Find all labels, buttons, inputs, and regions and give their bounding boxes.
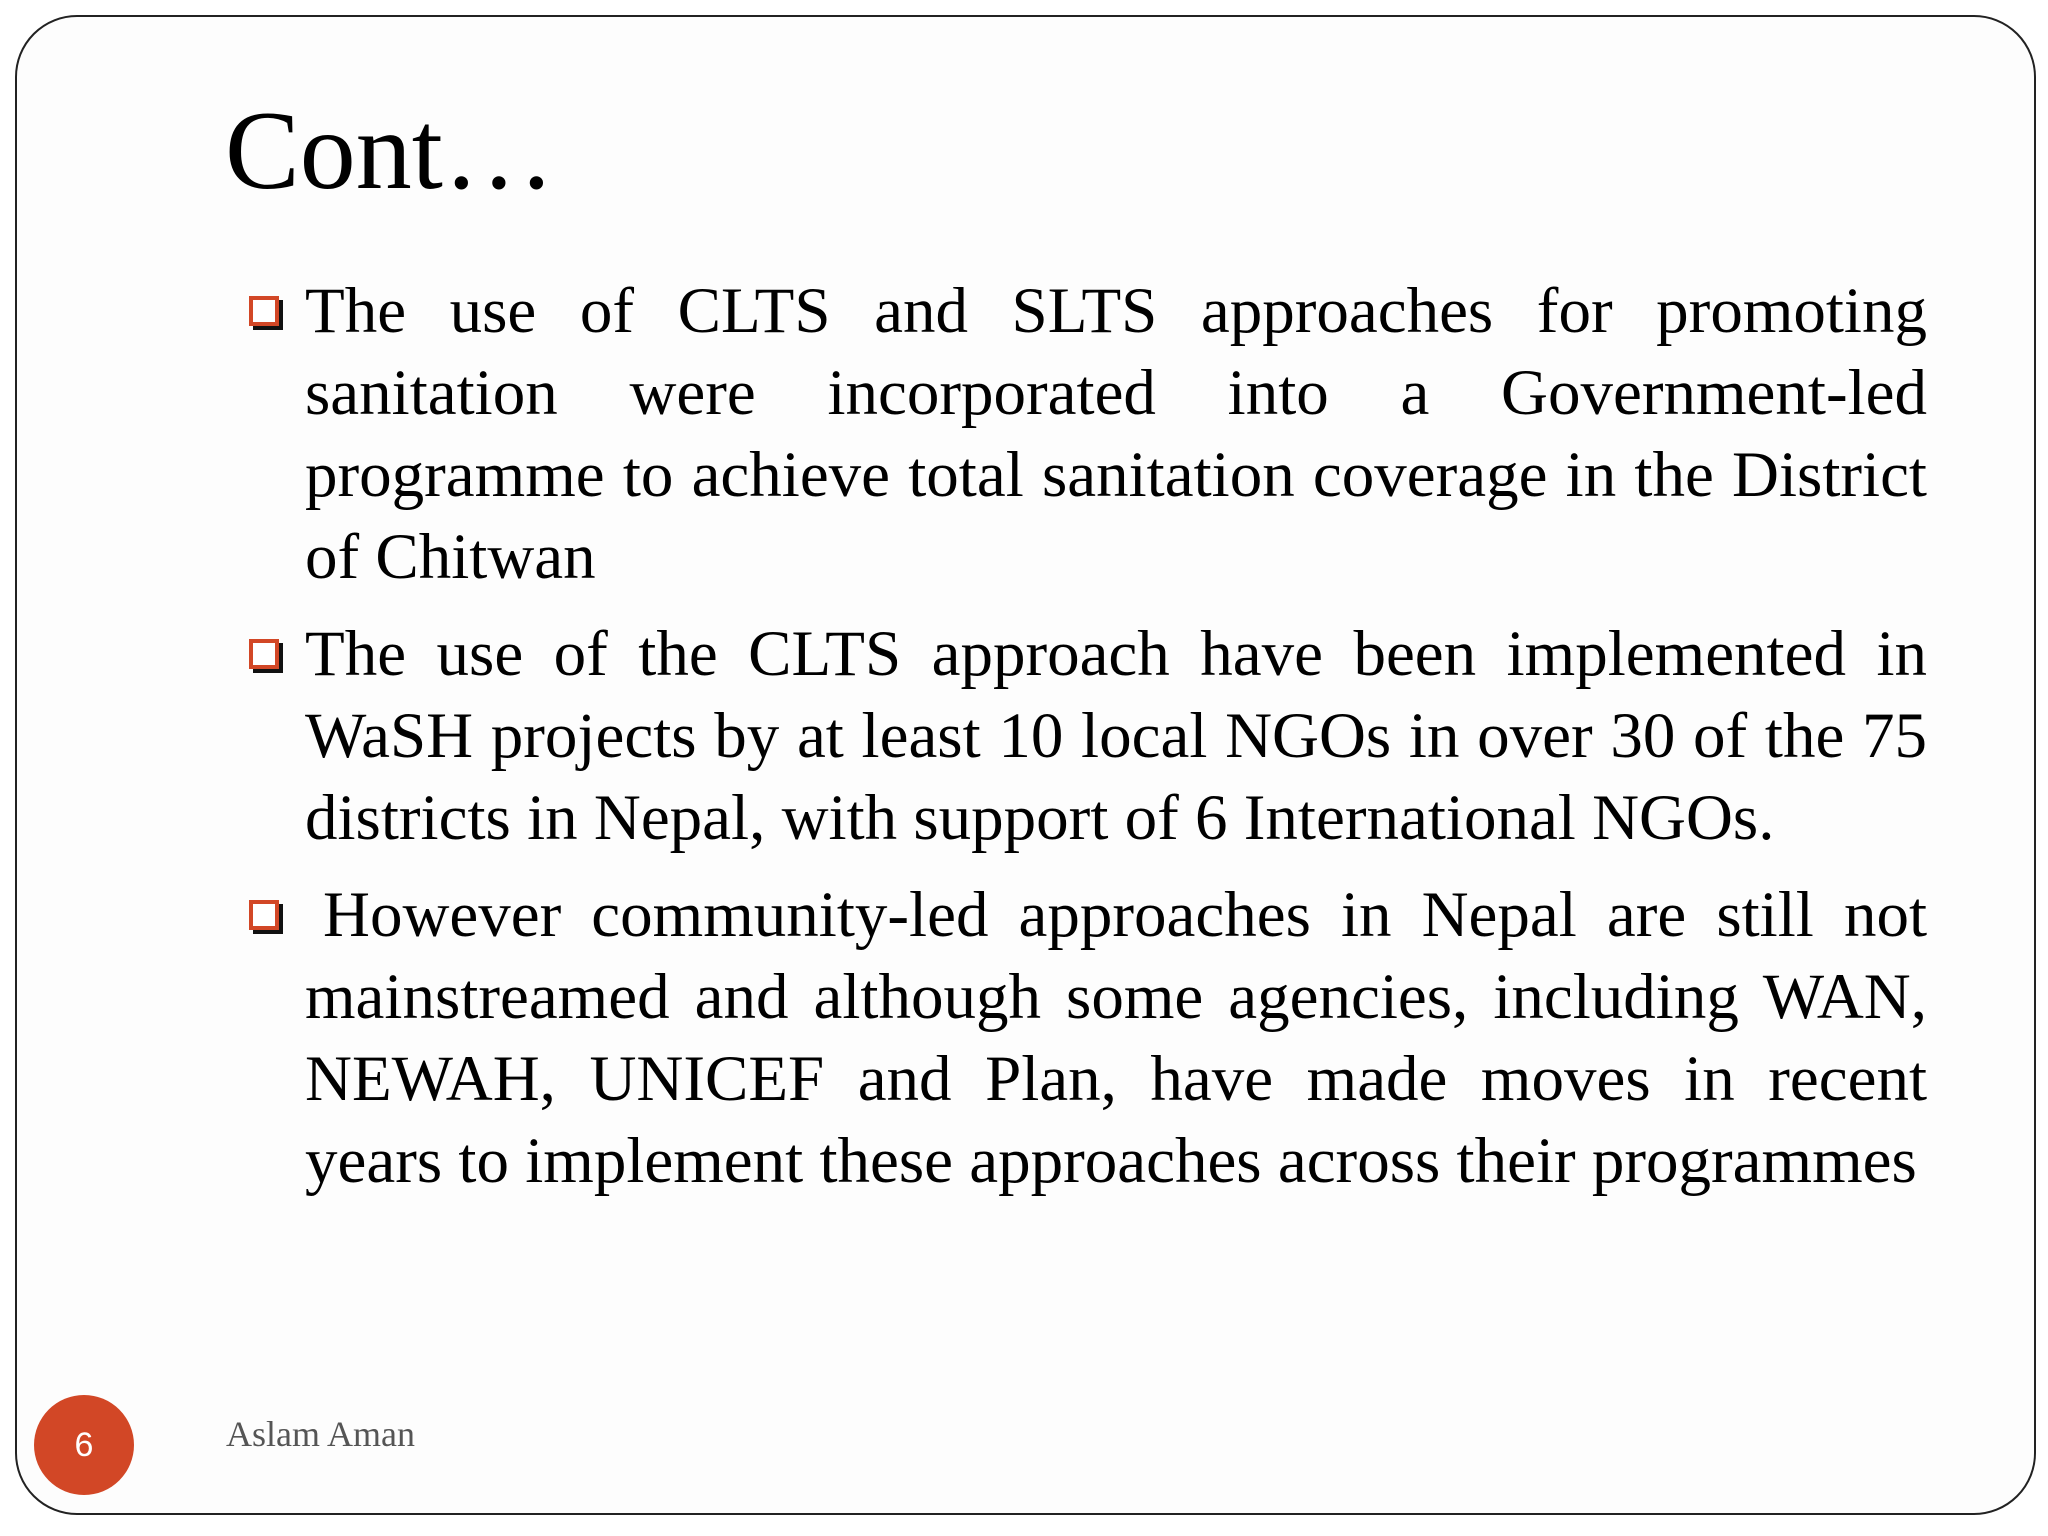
bullet-text: However community-led approaches in Nepal are still not mainstreamed and although some agencies, including WAN, NEWAH, UNICEF and Plan, have made moves in recent years to implement these approaches across their programmes	[305, 879, 1927, 1197]
bullet-item	[245, 270, 1927, 598]
checkbox-square-icon	[249, 639, 279, 669]
bullet-text: The use of the CLTS approach have been implemented in WaSH projects by at least 10 local NGOs in over 30 of the 75 districts in Nepal, with support of 6 International NGOs.	[305, 618, 1927, 854]
checkbox-square-icon	[249, 900, 279, 930]
bullet-item	[245, 613, 1927, 859]
bullet-list	[245, 270, 1927, 1217]
checkbox-square-icon	[249, 296, 279, 326]
slide-title: Cont…	[225, 89, 555, 213]
page-number-badge	[34, 1395, 134, 1495]
page-number: 6	[74, 1426, 94, 1464]
footer-author: Aslam Aman	[226, 1414, 415, 1454]
bullet-item	[245, 874, 1927, 1202]
bullet-text: The use of CLTS and SLTS approaches for promoting sanitation were incorporated into a Government-led programme to achieve total sanitation coverage in the District of Chitwan	[305, 275, 1927, 593]
